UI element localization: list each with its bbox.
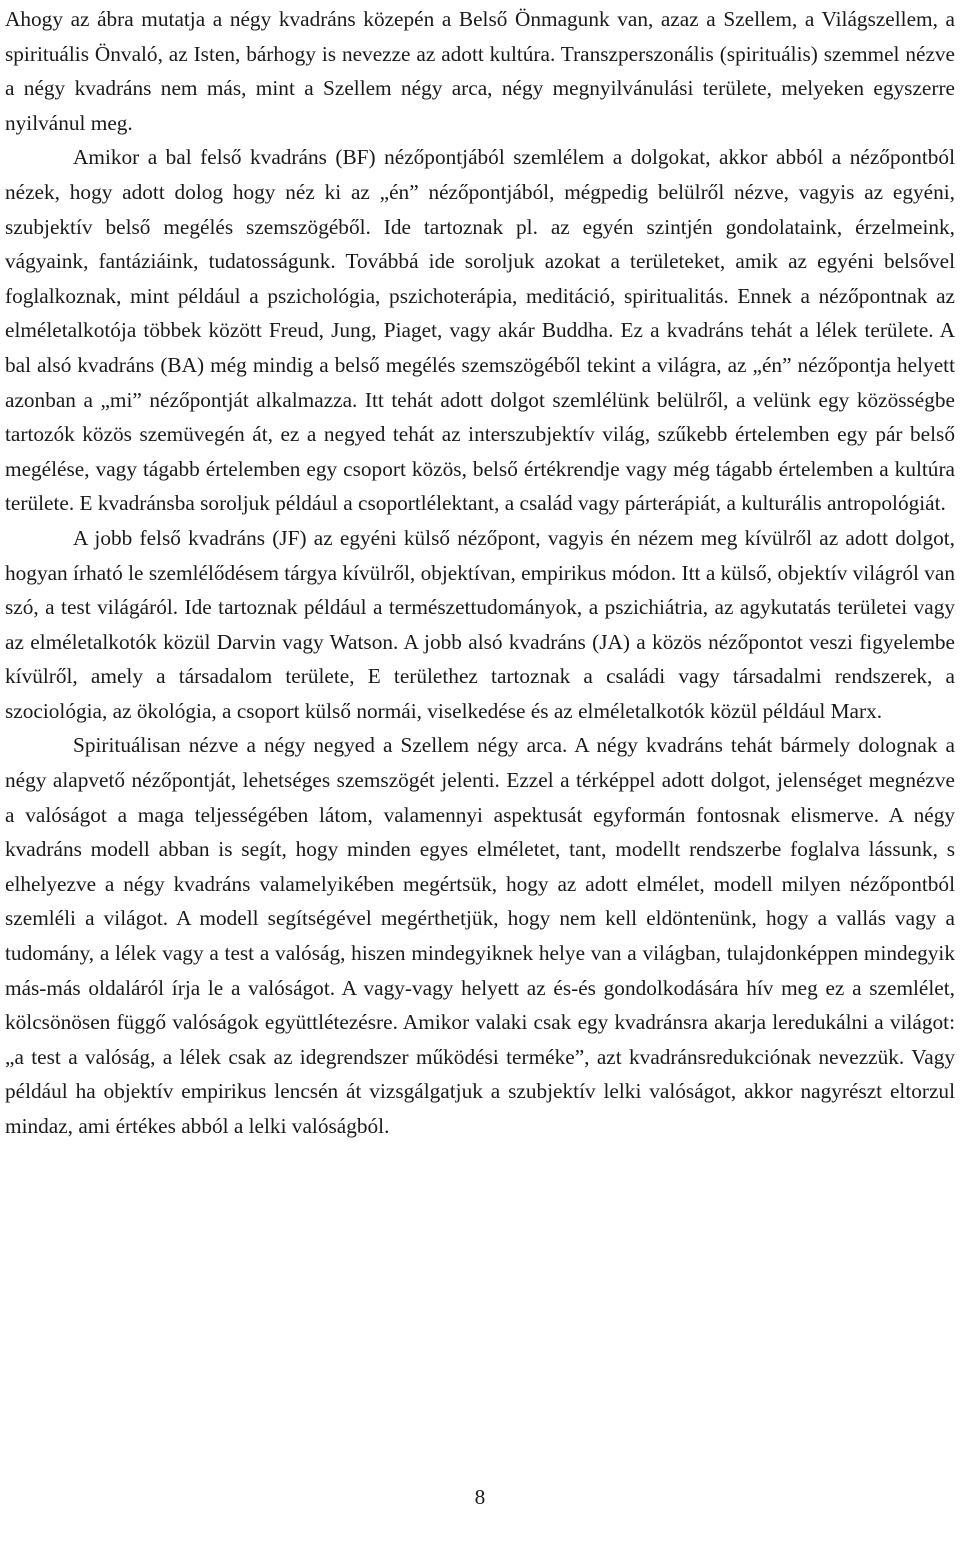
body-text (5, 2, 955, 1144)
page-number: 8 (474, 1485, 486, 1509)
paragraph-1: Ahogy az ábra mutatja a négy kvadráns közepén a Belső Önmagunk van, azaz a Szellem, a Világszellem, a spirituális Önvaló, az Isten, bárhogy is nevezze az adott kultúra. Transzperszonális (spirituális) szemmel nézve a négy kvadráns nem más, mint a Szellem négy arca, négy megnyilvánulási területe, melyeken egyszerre nyilvánul meg. (5, 7, 955, 135)
paragraph-3: A jobb felső kvadráns (JF) az egyéni külső nézőpont, vagyis én nézem meg kívülről az adott dolgot, hogyan írható le szemlélődésem tárgya kívülről, objektívan, empirikus módon. Itt a külső, objektív világról van szó, a test világáról. Ide tartoznak például a természettudományok, a pszichiátria, az agykutatás területei vagy az elméletalkotók közül Darvin vagy Watson. A jobb alsó kvadráns (JA) a közös nézőpontot veszi figyelembe kívülről, amely a társadalom területe, E területhez tartoznak a családi vagy társadalmi rendszerek, a szociológia, az ökológia, a csoport külső normái, viselkedése és az elméletalkotók közül például Marx. (5, 525, 955, 723)
paragraph-4: Spirituálisan nézve a négy negyed a Szellem négy arca. A négy kvadráns tehát bármely dolognak a négy alapvető nézőpontját, lehetséges szemszögét jelenti. Ezzel a térképpel adott dolgot, jelenséget megnézve a valóságot a maga teljességében látom, valamennyi aspektusát egyformán fontosnak elismerve. A négy kvadráns modell abban is segít, hogy minden egyes elméletet, tant, modellt rendszerbe foglalva lássunk, s elhelyezve a négy kvadráns valamelyikében megértsük, hogy az adott elmélet, modell milyen nézőpontból szemléli a világot. A modell segítségével megérthetjük, hogy nem kell eldöntenünk, hogy a vallás vagy a tudomány, a lélek vagy a test a valóság, hiszen mindegyiknek helye van a világban, tulajdonképpen mindegyik más-más oldaláról írja le a valóságot. A vagy-vagy helyett az és-és gondolkodására hív meg ez a szemlélet, kölcsönösen függő valóságok együttlétezésre. Amikor valaki csak egy kvadránsra akarja leredukálni a világot: „a test a valóság, a lélek csak az idegrendszer működési terméke”, azt kvadránsredukciónak nevezzük. Vagy például ha objektív empirikus lencsén át vizsgálgatjuk a szubjektív lelki valóságot, akkor nagyrészt eltorzul mindaz, ami értékes abból a lelki valóságból. (5, 733, 955, 1138)
paragraph-2: Amikor a bal felső kvadráns (BF) nézőpontjából szemlélem a dolgokat, akkor abból a nézőpontból nézek, hogy adott dolog hogy néz ki az „én” nézőpontjából, mégpedig belülről nézve, vagyis az egyéni, szubjektív belső megélés szemszögéből. Ide tartoznak pl. az egyén szintjén gondolataink, érzelmeink, vágyaink, fantáziáink, tudatosságunk. Továbbá ide soroljuk azokat a területeket, amik az egyéni belsővel foglalkoznak, mint például a pszichológia, pszichoterápia, meditáció, spiritualitás. Ennek a nézőpontnak az elméletalkotója többek között Freud, Jung, Piaget, vagy akár Buddha. Ez a kvadráns tehát a lélek területe. A bal alsó kvadráns (BA) még mindig a belső megélés szemszögéből tekint a világra, az „én” nézőpontja helyett azonban a „mi” nézőpontját alkalmazza. Itt tehát adott dolgot szemlélünk belülről, a velünk egy közösségbe tartozók közös szemüvegén át, ez a negyed tehát az interszubjektív világ, szűkebb értelemben egy pár belső megélése, vagy tágabb értelemben egy csoport közös, belső értékrendje vagy még tágabb értelemben a kultúra területe. E kvadránsba soroljuk például a csoportlélektant, a család vagy párterápiát, a kulturális antropológiát. (5, 145, 955, 516)
